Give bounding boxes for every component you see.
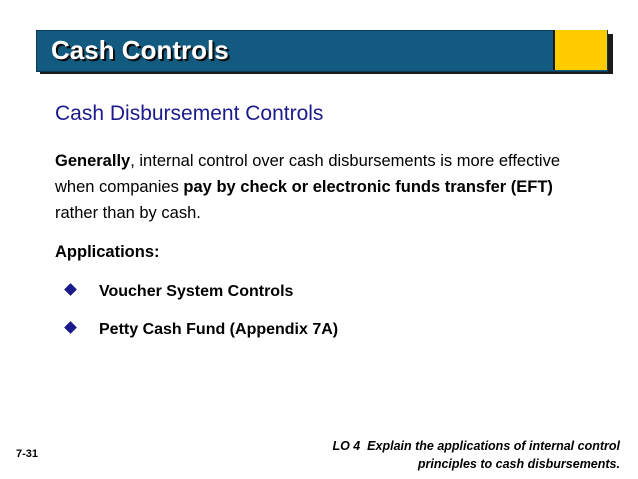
slide-title: Cash Controls bbox=[51, 35, 229, 65]
applications-label: Applications: bbox=[55, 243, 160, 261]
bullet-label: Voucher System Controls bbox=[99, 283, 294, 300]
learning-objective bbox=[260, 437, 620, 473]
paragraph-text-2: rather than by cash. bbox=[55, 204, 201, 222]
diamond-bullet-icon bbox=[64, 283, 77, 296]
learning-objective-line-1: LO 4 Explain the applications of internal control bbox=[332, 439, 620, 453]
bullet-item-petty-cash bbox=[66, 321, 338, 339]
bullet-item-voucher bbox=[66, 283, 293, 301]
intro-paragraph bbox=[55, 148, 585, 226]
paragraph-text-1: , internal control over cash disbursements is more effective when companies bbox=[55, 152, 561, 196]
bullet-label: Petty Cash Fund (Appendix 7A) bbox=[99, 321, 339, 338]
section-subtitle: Cash Disbursement Controls bbox=[55, 102, 324, 125]
learning-objective-line-2: principles to cash disbursements. bbox=[417, 457, 620, 471]
diamond-bullet-icon bbox=[64, 321, 77, 334]
title-bar bbox=[36, 30, 608, 72]
paragraph-bold-2: pay by check or electronic funds transfer (EFT) bbox=[183, 178, 553, 196]
page-number: 7-31 bbox=[16, 448, 39, 460]
paragraph-bold-1: Generally bbox=[55, 152, 131, 170]
title-accent-block bbox=[553, 30, 607, 70]
